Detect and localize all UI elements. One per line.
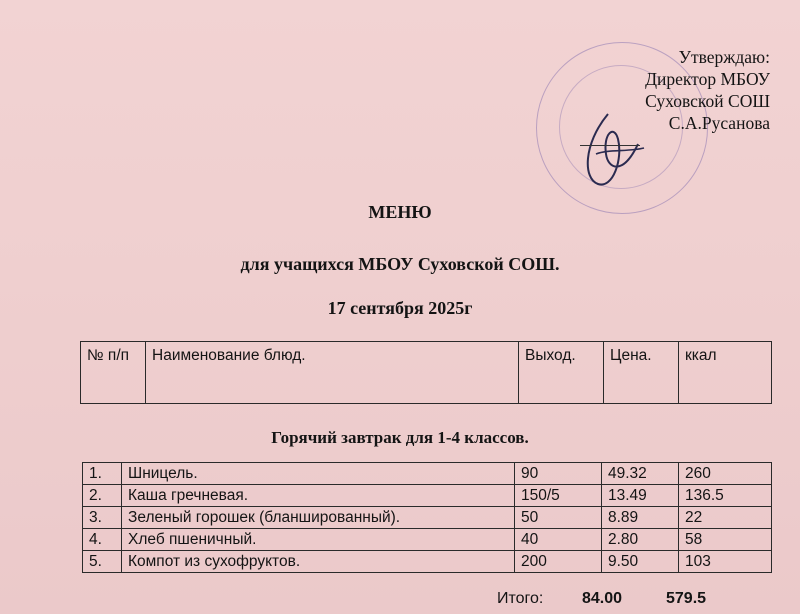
table-row — [83, 463, 772, 485]
section-title: Горячий завтрак для 1-4 классов. — [271, 428, 529, 447]
table-row — [83, 485, 772, 507]
total-price: 84.00 — [582, 590, 623, 607]
item-yield: 40 — [515, 529, 602, 551]
item-num: 1. — [83, 463, 122, 485]
header-price: Цена. — [604, 342, 679, 404]
header-name: Наименование блюд. — [146, 342, 519, 404]
item-price: 2.80 — [602, 529, 679, 551]
item-kcal: 58 — [679, 529, 772, 551]
header-kcal: ккал — [679, 342, 772, 404]
total-label: Итого: — [497, 590, 544, 607]
header-table — [80, 341, 772, 404]
approval-block — [600, 46, 770, 134]
item-name: Каша гречневая. — [122, 485, 515, 507]
item-yield: 50 — [515, 507, 602, 529]
item-name: Шницель. — [122, 463, 515, 485]
menu-items-table — [82, 462, 772, 573]
item-price: 49.32 — [602, 463, 679, 485]
document-title: МЕНЮ — [368, 202, 432, 222]
table-row — [83, 551, 772, 573]
total-kcal: 579.5 — [666, 590, 707, 607]
item-price: 9.50 — [602, 551, 679, 573]
item-num: 2. — [83, 485, 122, 507]
signature-line — [580, 145, 640, 146]
table-row — [83, 507, 772, 529]
item-name: Компот из сухофруктов. — [122, 551, 515, 573]
item-num: 4. — [83, 529, 122, 551]
document-date: 17 сентября 2025г — [327, 298, 473, 318]
item-price: 13.49 — [602, 485, 679, 507]
item-kcal: 260 — [679, 463, 772, 485]
item-kcal: 103 — [679, 551, 772, 573]
item-name: Зеленый горошек (бланшированный). — [122, 507, 515, 529]
approval-line-3: Суховской СОШ — [645, 91, 770, 111]
approval-line-1: Утверждаю: — [678, 47, 770, 67]
header-yield: Выход. — [519, 342, 604, 404]
item-num: 3. — [83, 507, 122, 529]
header-num: № п/п — [81, 342, 146, 404]
item-num: 5. — [83, 551, 122, 573]
item-kcal: 136.5 — [679, 485, 772, 507]
item-price: 8.89 — [602, 507, 679, 529]
item-yield: 150/5 — [515, 485, 602, 507]
table-row — [83, 529, 772, 551]
document-subtitle: для учащихся МБОУ Суховской СОШ. — [240, 254, 560, 274]
item-name: Хлеб пшеничный. — [122, 529, 515, 551]
item-kcal: 22 — [679, 507, 772, 529]
approval-line-2: Директор МБОУ — [645, 69, 770, 89]
item-yield: 90 — [515, 463, 602, 485]
approval-line-4: С.А.Русанова — [668, 113, 770, 133]
item-yield: 200 — [515, 551, 602, 573]
